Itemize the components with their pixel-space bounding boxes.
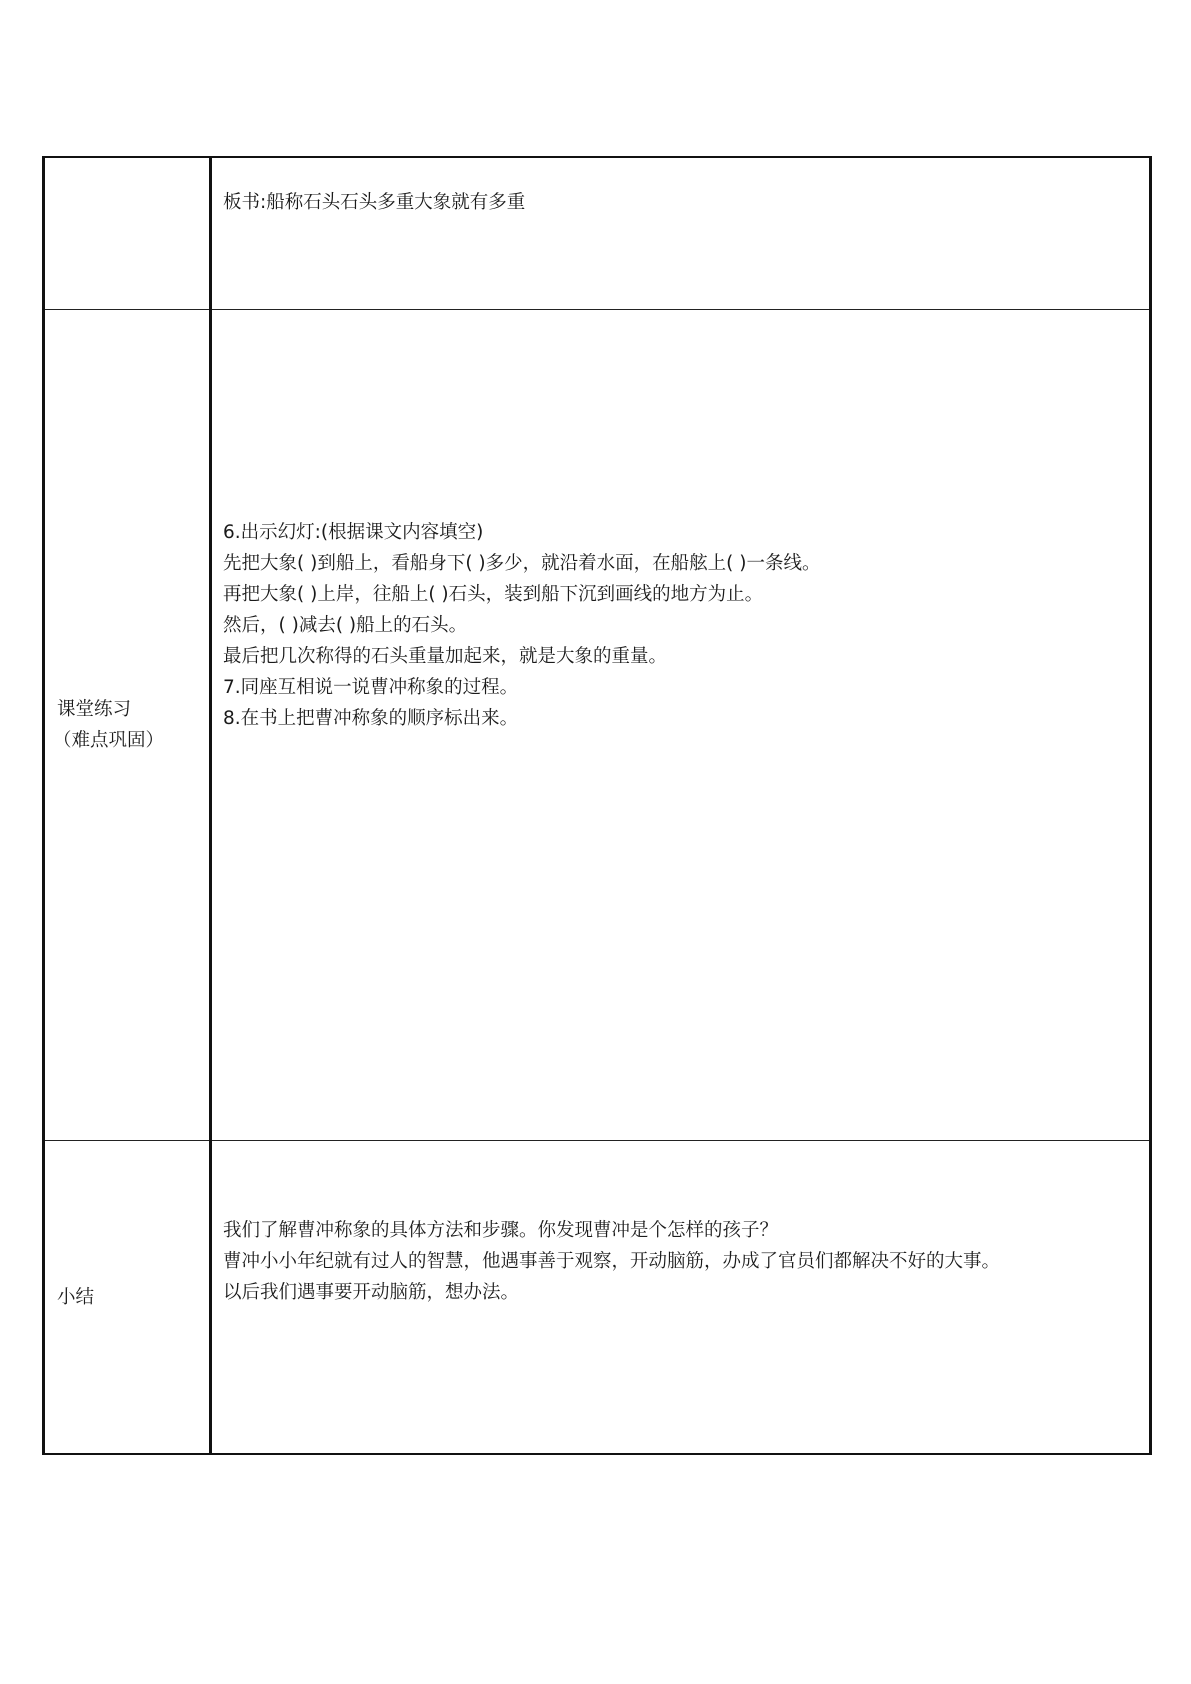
practice-line: 8.在书上把曹冲称象的顺序标出来。 [223, 708, 519, 729]
classroom-practice-content-cell [211, 310, 1151, 1141]
practice-line: 先把大象( )到船上，看船身下( )多少，就沿着水面，在船舷上( )一条线。 [223, 553, 821, 574]
practice-line: 再把大象( )上岸，往船上( )石头，装到船下沉到画线的地方为止。 [223, 584, 764, 605]
summary-content-cell [211, 1141, 1151, 1455]
board-writing-content-cell [211, 157, 1151, 310]
classroom-practice-label: 课堂练习 [57, 699, 132, 720]
summary-line: 以后我们遇事要开动脑筋，想办法。 [223, 1282, 520, 1303]
board-writing-label-cell [44, 157, 211, 310]
practice-line: 最后把几次称得的石头重量加起来，就是大象的重量。 [223, 646, 668, 667]
summary-line: 曹冲小小年纪就有过人的智慧，他遇事善于观察，开动脑筋，办成了官员们都解决不好的大事。 [223, 1251, 1001, 1272]
classroom-practice-sublabel: （难点巩固） [53, 730, 165, 751]
summary-label-cell [44, 1141, 211, 1455]
board-writing-text: 板书:船称石头石头多重大象就有多重 [223, 192, 526, 213]
classroom-practice-label-cell [44, 310, 211, 1141]
summary-row [44, 1141, 1151, 1455]
summary-label: 小结 [57, 1286, 95, 1308]
practice-line: 7.同座互相说一说曹冲称象的过程。 [223, 677, 519, 698]
practice-line: 6.出示幻灯:(根据课文内容填空) [223, 522, 484, 543]
classroom-practice-row [44, 310, 1151, 1141]
lesson-plan-table [42, 156, 1152, 1455]
practice-line: 然后，( )减去( )船上的石头。 [223, 615, 468, 636]
summary-line: 我们了解曹冲称象的具体方法和步骤。你发现曹冲是个怎样的孩子？ [223, 1220, 779, 1241]
board-writing-row [44, 157, 1151, 310]
